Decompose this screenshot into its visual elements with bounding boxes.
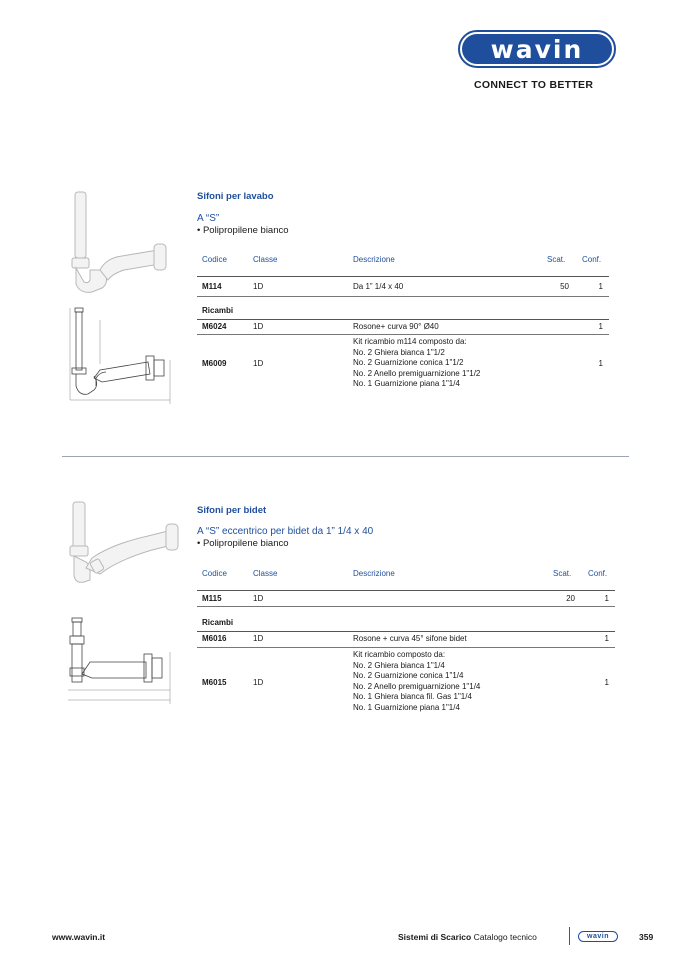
section1-spare2-desc <box>353 337 480 390</box>
section1-spare1-class: 1D <box>253 322 264 331</box>
section1-main-desc: Da 1” 1/4 x 40 <box>353 282 404 291</box>
section1-main-rule <box>197 296 609 297</box>
section2-main-conf: 1 <box>604 594 609 603</box>
section2-spares-label: Ricambi <box>202 618 234 627</box>
wavin-logo <box>458 30 616 68</box>
section1-spares-label: Ricambi <box>202 306 234 315</box>
section1-subtitle: A “S” <box>197 213 220 224</box>
section1-main-scat: 50 <box>560 282 569 291</box>
section-separator <box>62 456 629 457</box>
section2-main-class: 1D <box>253 594 264 603</box>
page-number: 359 <box>639 932 654 942</box>
footer-catalog-bold: Sistemi di Scarico <box>398 932 472 942</box>
footer-logo-text: wavin <box>587 933 609 940</box>
section2-spares-rule <box>197 631 615 632</box>
section1-spare2-line: No. 2 Anello premiguarnizione 1"1/2 <box>353 368 481 378</box>
section2-main-rule <box>197 606 615 607</box>
section2-spare2-code: M6015 <box>202 678 227 687</box>
section2-main-scat: 20 <box>566 594 575 603</box>
tagline: CONNECT TO BETTER <box>474 79 594 91</box>
section2-spare2-line: No. 2 Guarnizione conica 1"1/4 <box>353 671 464 680</box>
section2-header-conf: Conf. <box>588 569 608 578</box>
section1-spare1-conf: 1 <box>598 322 603 331</box>
section1-main-code: M114 <box>202 282 222 291</box>
section2-subtitle: A “S” eccentrico per bidet da 1” 1/4 x 40 <box>197 526 374 537</box>
section2-spare2-line: No. 1 Ghiera bianca fil. Gas 1"1/4 <box>353 692 472 701</box>
footer-website[interactable]: www.wavin.it <box>52 932 106 942</box>
section2-spare2-line: No. 2 Anello premiguarnizione 1"1/4 <box>353 681 481 691</box>
section2-spare1-class: 1D <box>253 634 264 643</box>
section2-spare1-code: M6016 <box>202 634 227 643</box>
section1-spare2-line: Kit ricambio m114 composto da: <box>353 337 467 346</box>
section2-spare1-desc: Rosone + curva 45° sifone bidet <box>353 634 467 643</box>
section1-header-desc: Descrizione <box>353 255 395 264</box>
section2-header-scat: Scat. <box>553 569 572 578</box>
wavin-logo-text: wavin <box>462 34 612 64</box>
section1-spare2-code: M6009 <box>202 359 227 368</box>
section1-spare1-rule <box>197 334 609 335</box>
section1-bullet: • Polipropilene bianco <box>197 225 289 236</box>
section2-spare2-class: 1D <box>253 678 264 687</box>
section1-header-scat: Scat. <box>547 255 566 264</box>
bidet-siphon-drawing <box>66 612 178 708</box>
sink-siphon-drawing <box>66 300 178 410</box>
section1-header-conf: Conf. <box>582 255 602 264</box>
footer-wavin-logo <box>578 931 618 942</box>
footer-divider <box>569 927 570 945</box>
section1-header-class: Classe <box>253 255 278 264</box>
section1-spare2-line: No. 2 Guarnizione conica 1"1/2 <box>353 358 464 367</box>
section2-spare2-line: Kit ricambio composto da: <box>353 650 446 659</box>
section1-spare2-class: 1D <box>253 359 264 368</box>
section1-main-class: 1D <box>253 282 264 291</box>
section1-main-conf: 1 <box>598 282 603 291</box>
section1-spare2-conf: 1 <box>598 359 603 368</box>
bidet-siphon-photo <box>62 496 187 608</box>
section2-spare2-conf: 1 <box>604 678 609 687</box>
section2-spare1-conf: 1 <box>604 634 609 643</box>
section1-spare1-desc: Rosone+ curva 90° Ø40 <box>353 322 439 331</box>
section2-header-desc: Descrizione <box>353 569 395 578</box>
section1-spare2-line: No. 2 Ghiera bianca 1"1/2 <box>353 347 445 357</box>
section2-header-code: Codice <box>202 569 227 578</box>
section1-header-code: Codice <box>202 255 227 264</box>
section2-main-code: M115 <box>202 594 222 603</box>
section2-spare2-line: No. 2 Ghiera bianca 1"1/4 <box>353 660 445 670</box>
section1-title: Sifoni per lavabo <box>197 191 274 202</box>
section1-spare2-line: No. 1 Guarnizione piana 1"1/4 <box>353 379 460 388</box>
section1-header-rule <box>197 276 609 277</box>
footer-catalog <box>398 932 537 942</box>
section2-title: Sifoni per bidet <box>197 505 267 516</box>
footer-catalog-rest: Catalogo tecnico <box>471 932 537 942</box>
section1-spare1-code: M6024 <box>202 322 227 331</box>
section2-header-rule <box>197 590 615 591</box>
section1-spares-rule <box>197 319 609 320</box>
sink-siphon-photo <box>62 184 182 300</box>
section2-bullet: • Polipropilene bianco <box>197 538 289 549</box>
section2-spare2-desc <box>353 650 480 713</box>
section2-header-class: Classe <box>253 569 278 578</box>
section2-spare1-rule <box>197 647 615 648</box>
section2-spare2-line: No. 1 Guarnizione piana 1"1/4 <box>353 702 460 712</box>
